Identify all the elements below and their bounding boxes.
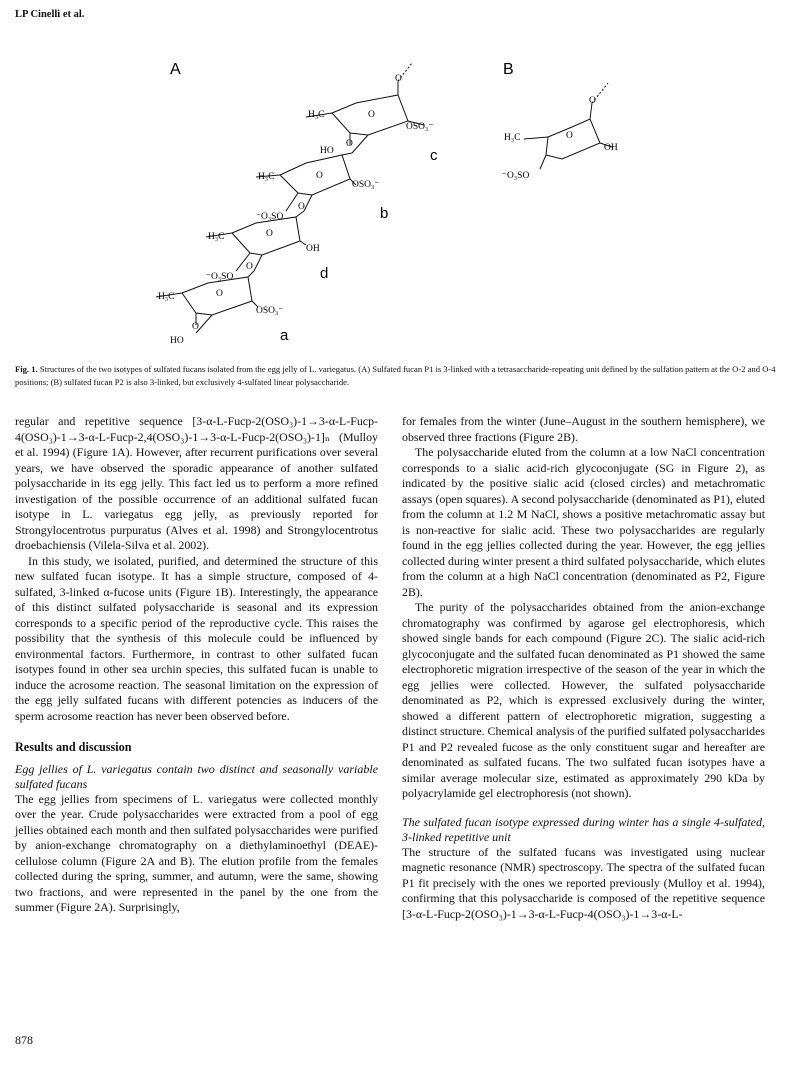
paragraph: The egg jellies from specimens of L. variegatus were collected monthly over the year. Crude polysaccharides were extracted from a pool of egg jellies obtained each month and then sulfated polysaccharides were purified by anion-exchange chromatography on a diethylaminoethyl (DEAE)-cellulose column (Figure 2A and B). The elution profile from the females collected during the spring, summer, and autumn, were the same, showing two fractions, and were represented in the panel by the one from the summer (Figure 2A). Surprisingly, [15, 791, 378, 914]
atom-h3c: H₃C [504, 133, 521, 143]
atom-h3c: H₃C [258, 172, 275, 182]
atom-link-o: O [346, 139, 353, 149]
paragraph: The purity of the polysaccharides obtained from the anion-exchange chromatography was confirmed by agarose gel electrophoresis, which showed single bands for each compound (Figure 2C). The sialic acid-rich glycoconjugate and the sulfated fucan denominated as P1 showed the same electrophoretic migration irrespective of the season of the year in which the egg jellies were collected. However, the sulfated polysaccharide denominated as P2, which is expressed exclusively during the winter, showed a different pattern of electrophoretic migration, suggesting a distinct structure. Chemical analysis of the purified sulfated polysaccharides P1 and P2 revealed fucose as the only constituent sugar and hereafter are denominated as sulfated fucans. The two sulfated fucan isotypes have a similar average molecular size, estimated as approximately 290 kDa by polyacrylamide gel electrophoresis (not shown). [402, 600, 765, 800]
atom-ring-o: O [368, 110, 375, 120]
running-head: LP Cinelli et al. [15, 9, 85, 20]
unit-label-d: d [320, 265, 329, 282]
fucan-structures-diagram [0, 45, 794, 355]
page-number: 878 [15, 1033, 33, 1047]
paragraph: In this study, we isolated, purified, and determined the structure of this new sulfated fucan isotype. It has a simple structure, composed of 4-sulfated, 3-linked α-fucose units (Figure 1B). Interestingly, the appearance of this distinct sulfated polysaccharide is seasonal and its expression corresponds to a specific period of the reproductive cycle. This raises the possibility that the synthesis of this molecule could be influenced by environmental factors. Furthermore, in contrast to other sulfated fucan isotypes found in other sea urchin species, this sulfated fucan is unable to induce the acrosome reaction. The seasonal limitation on the expression of the egg jelly sulfated fucans with different potencies as inducers of the sperm acrosome reaction has never been observed before. [15, 553, 378, 723]
atom-o: O [589, 96, 596, 106]
right-column [402, 414, 765, 922]
atom-link-o: O [298, 202, 305, 212]
atom-ho: HO [320, 146, 334, 156]
unit-label-b: b [380, 205, 389, 222]
atom-ring-o: O [266, 229, 273, 239]
unit-label-a: a [280, 327, 289, 344]
atom-link-o: O [246, 262, 253, 272]
atom-ho: HO [170, 336, 184, 346]
caption-label: Fig. 1. [15, 364, 38, 374]
atom-oso3: OSO₃⁻ [406, 122, 434, 132]
atom-o3so: ⁻O₃SO [502, 171, 530, 181]
atom-h3c: H₃C [208, 232, 225, 242]
subsection-heading: The sulfated fucan isotype expressed during winter has a single 4-sulfated, 3-linked repetitive unit [402, 814, 765, 844]
paragraph: regular and repetitive sequence [3-α-L-Fucp-2(OSO₃)-1→3-α-L-Fucp-4(OSO₃)-1→3-α-L-Fucp-2,4(OSO₃)-1→3-α-L-Fucp-2(OSO₃)-1]ₙ (Mulloy et al. 1994) (Figure 1A). However, after recurrent purifications over several years, we have observed the sporadic appearance of another sulfated polysaccharide in its egg jelly. This fact led us to perform a more refined investigation of the possible occurrence of an additional sulfated fucan isotype in L. variegatus egg jelly, as previously reported for Strongylocentrotus purpuratus (Alves et al. 1998) and Strongylocentrotus droebachiensis (Vilela-Silva et al. 2002). [15, 414, 378, 552]
atom-oh: OH [306, 244, 320, 254]
figure-1 [0, 45, 794, 355]
paragraph: The structure of the sulfated fucans was investigated using nuclear magnetic resonance (NMR) spectroscopy. The spectra of the sulfated fucan P1 fit precisely with the ones we reported previously (Mulloy et al. 1994), confirming that this polysaccharide is composed of the repetitive sequence [3-α-L-Fucp-2(OSO₃)-1→3-α-L-Fucp-4(OSO₃)-1→3-α-L- [402, 844, 765, 921]
atom-h3c: H₃C [158, 292, 175, 302]
figure-caption [15, 363, 779, 389]
atom-o: O [395, 74, 402, 84]
paragraph: for females from the winter (June–August in the southern hemisphere), we observed three fractions (Figure 2B). [402, 414, 765, 444]
caption-text: Structures of the two isotypes of sulfated fucans isolated from the egg jelly of L. variegatus. (A) Sulfated fucan P1 is 3-linked with a tetrasaccharide-repeating unit defined by the sulfation pattern at the O-2 and O-4 positions; (B) sulfated fucan P2 is also 3-linked, but exclusively 4-sulfated linear polysaccharide. [15, 364, 776, 387]
atom-h3c: H₃C [308, 110, 325, 120]
panel-label-a: A [170, 61, 181, 78]
paragraph: The polysaccharide eluted from the column at a low NaCl concentration corresponds to a sialic acid-rich glycoconjugate (SG in Figure 2), as indicated by the positive sialic acid (closed circles) and metachromatic assays (open squares). A second polysaccharide (denominated as P1), eluted from the column at 1.2 M NaCl, shows a positive metachromatic assay but is non-reactive for sialic acid. These two polysaccharides are regularly found in the egg jellies collected during the year. However, the egg jellies collected during winter present a third sulfated polysaccharide, which elutes from the column at a high NaCl concentration (denominated as P2, Figure 2B). [402, 445, 765, 599]
atom-link-o: O [192, 322, 199, 332]
atom-oso3: OSO₃⁻ [256, 306, 284, 316]
left-column [15, 414, 378, 916]
structure-lines [156, 63, 612, 333]
panel-label-b: B [503, 61, 514, 78]
section-heading: Results and discussion [15, 740, 132, 754]
atom-ring-o: O [566, 131, 573, 141]
atom-oh: OH [604, 143, 618, 153]
atom-o3so: ⁻O₃SO [256, 212, 284, 222]
subsection-heading: Egg jellies of L. variegatus contain two distinct and seasonally variable sulfated fucans [15, 761, 378, 791]
atom-o3so: ⁻O₃SO [206, 272, 234, 282]
atom-ring-o: O [316, 171, 323, 181]
unit-label-c: c [430, 147, 438, 164]
atom-ring-o: O [216, 289, 223, 299]
atom-oso3: OSO₃⁻ [352, 180, 380, 190]
